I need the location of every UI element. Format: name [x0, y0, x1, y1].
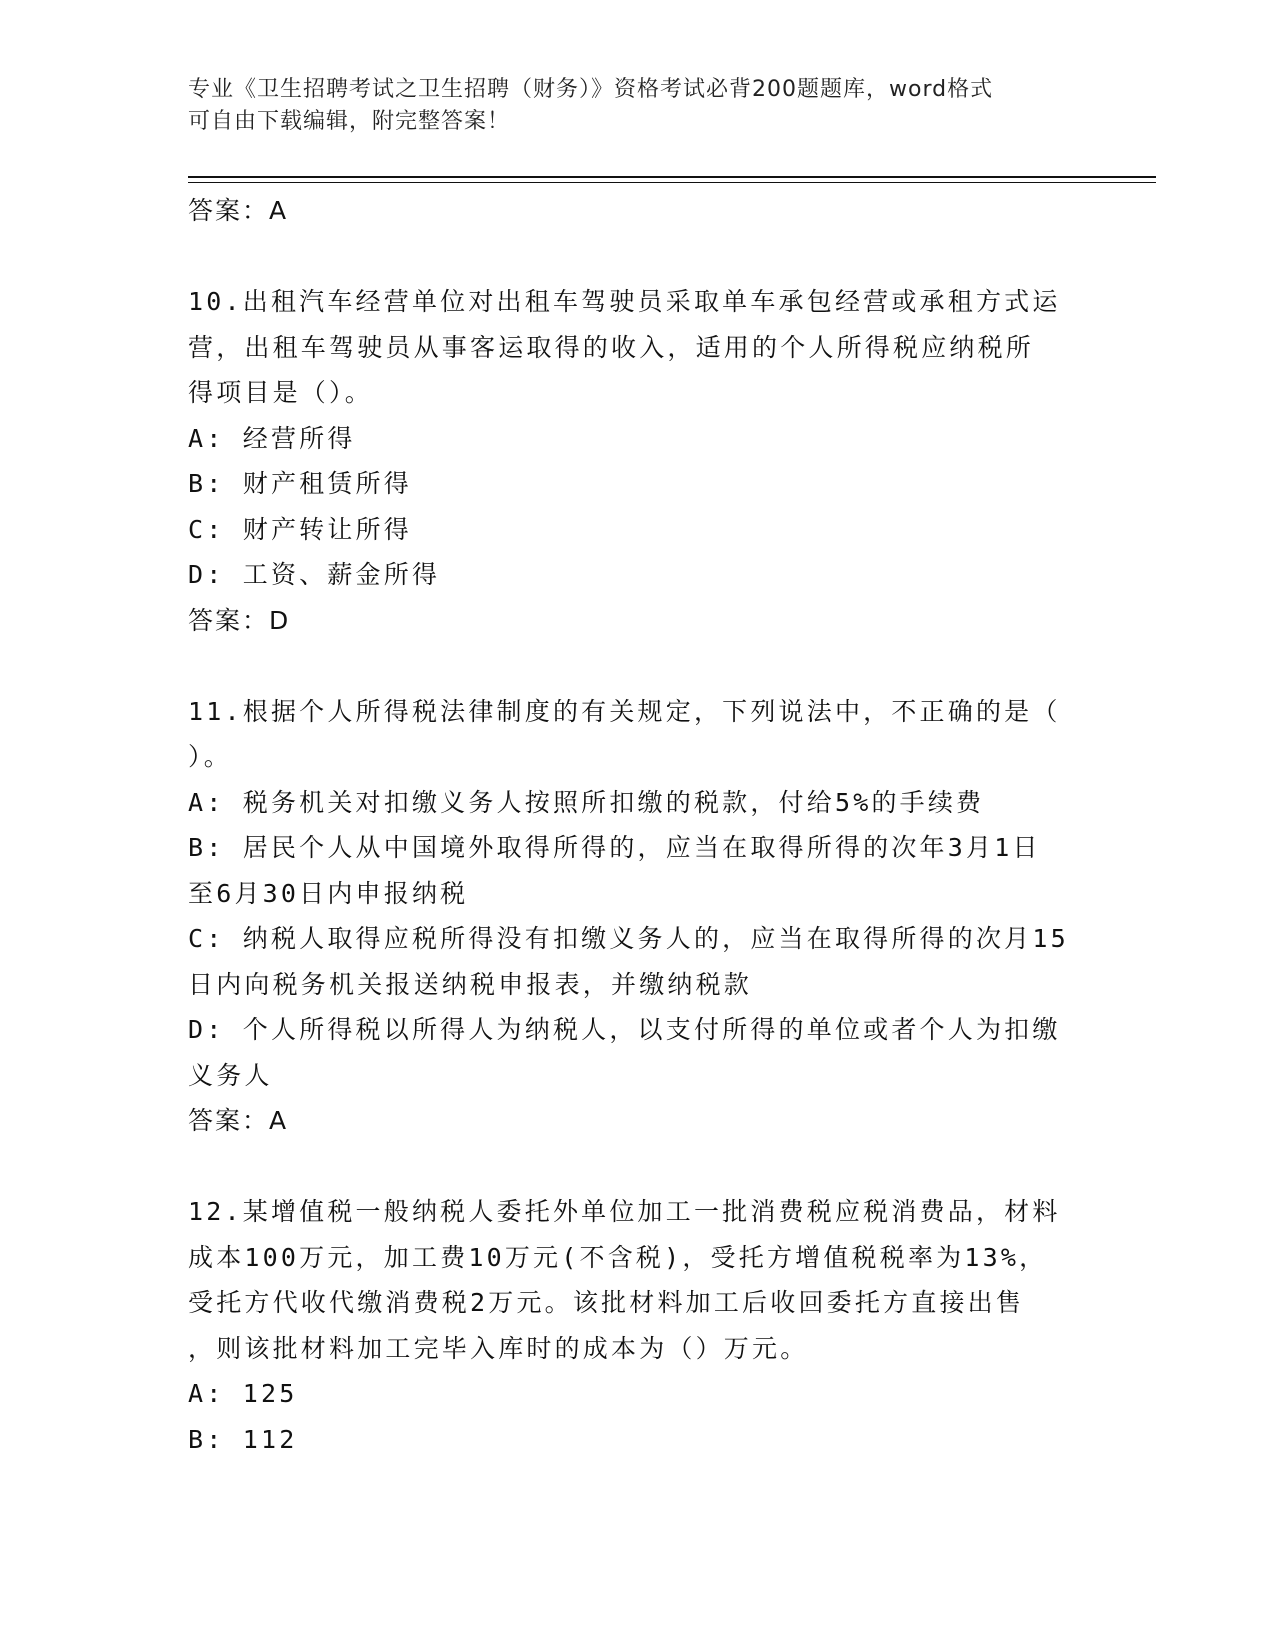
question-11-option-a: A: 税务机关对扣缴义务人按照所扣缴的税款，付给5%的手续费	[188, 787, 985, 817]
question-12-line-2: 成本100万元，加工费10万元(不含税)，受托方增值税税率为13%，	[188, 1242, 1048, 1272]
header-rule-thick	[188, 176, 1156, 178]
question-10-option-b: B: 财产租赁所得	[188, 469, 412, 498]
previous-answer: 答案：A	[188, 196, 289, 225]
question-10-option-a: A: 经营所得	[188, 423, 356, 453]
question-11-option-c-line-2: 日内向税务机关报送纳税申报表，并缴纳税款	[188, 969, 753, 999]
question-12-option-a: A: 125	[188, 1379, 298, 1408]
question-11-answer: 答案：A	[188, 1106, 289, 1135]
question-11-option-c-line-1: C: 纳税人取得应税所得没有扣缴义务人的，应当在取得所得的次月15	[188, 924, 1069, 953]
header-line-1: 专业《卫生招聘考试之卫生招聘（财务）》资格考试必背200题题库，word格式	[188, 77, 994, 102]
question-12-line-3: 受托方代收代缴消费税2万元。该批材料加工后收回委托方直接出售	[188, 1288, 1025, 1317]
question-12-option-b: B: 112	[188, 1424, 298, 1454]
question-10-option-c: C: 财产转让所得	[188, 514, 412, 544]
question-10	[188, 279, 1088, 643]
question-10-line-2: 营，出租车驾驶员从事客运取得的收入，适用的个人所得税应纳税所	[188, 332, 1035, 362]
document-header	[188, 74, 1088, 138]
question-10-line-3: 得项目是（）。	[188, 378, 373, 407]
spacer	[188, 234, 1088, 280]
question-11-option-d-line-1: D: 个人所得税以所得人为纳税人，以支付所得的单位或者个人为扣缴	[188, 1015, 1061, 1044]
header-rule-thin	[188, 182, 1156, 183]
question-10-answer: 答案：D	[188, 605, 291, 635]
spacer	[188, 1144, 1088, 1190]
question-11-line-1: 11.根据个人所得税法律制度的有关规定，下列说法中，不正确的是（	[188, 696, 1061, 726]
header-line-2: 可自由下载编辑，附完整答案！	[188, 109, 511, 134]
question-12-line-4: ，则该批材料加工完毕入库时的成本为（）万元。	[188, 1333, 809, 1363]
question-10-line-1: 10.出租汽车经营单位对出租车驾驶员采取单车承包经营或承租方式运	[188, 287, 1061, 316]
question-11-line-2: ）。	[188, 742, 232, 771]
question-11-option-b-line-1: B: 居民个人从中国境外取得所得的，应当在取得所得的次年3月1日	[188, 833, 1041, 862]
question-10-option-d: D: 工资、薪金所得	[188, 560, 441, 589]
question-11-option-b-line-2: 至6月30日内申报纳税	[188, 878, 469, 908]
question-12-line-1: 12.某增值税一般纳税人委托外单位加工一批消费税应税消费品，材料	[188, 1197, 1061, 1226]
document-body	[188, 188, 1088, 1462]
spacer	[188, 643, 1088, 689]
question-11	[188, 689, 1088, 1144]
question-12	[188, 1189, 1088, 1462]
question-11-option-d-line-2: 义务人	[188, 1060, 273, 1090]
